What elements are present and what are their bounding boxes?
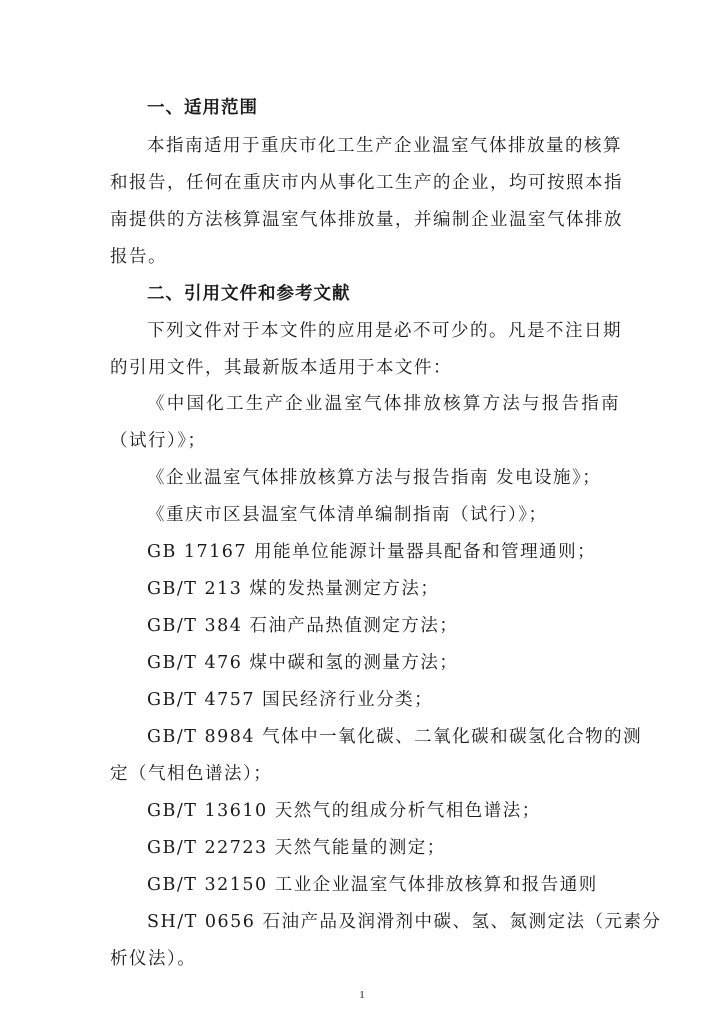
paragraph-line: 报告。 <box>110 247 167 267</box>
reference-line: 《重庆市区县温室气体清单编制指南（试行）》； <box>147 505 548 525</box>
reference-line: 定（气相色谱法）； <box>110 764 273 784</box>
section-heading-references: 二、引用文件和参考文献 <box>147 284 351 304</box>
reference-line: GB/T 384 石油产品热值测定方法； <box>147 616 459 636</box>
section-heading-scope: 一、适用范围 <box>147 98 258 118</box>
reference-line: GB/T 8984 气体中一氧化碳、二氧化碳和碳氢化合物的测 <box>147 727 643 747</box>
paragraph-line: 本指南适用于重庆市化工生产企业温室气体排放量的核算 <box>147 136 622 156</box>
reference-line: GB/T 213 煤的发热量测定方法； <box>147 579 440 599</box>
page-number: 1 <box>359 989 365 1001</box>
paragraph-line: 下列文件对于本文件的应用是必不可少的。凡是不注日期 <box>147 321 622 341</box>
reference-line: 《中国化工生产企业温室气体排放核算方法与报告指南 <box>147 394 620 414</box>
reference-line: 《企业温室气体排放核算方法与报告指南 发电设施》； <box>147 468 602 488</box>
paragraph-line: 的引用文件，其最新版本适用于本文件： <box>110 358 452 378</box>
paragraph-line: 南提供的方法核算温室气体排放量，并编制企业温室气体排放 <box>110 210 623 230</box>
reference-line: GB/T 476 煤中碳和氢的测量方法； <box>147 653 459 673</box>
reference-line: GB/T 32150 工业企业温室气体排放核算和报告通则 <box>147 875 598 895</box>
reference-line: GB/T 13610 天然气的组成分析气相色谱法； <box>147 801 541 821</box>
paragraph-line: 和报告，任何在重庆市内从事化工生产的企业，均可按照本指 <box>110 173 623 193</box>
reference-line: GB 17167 用能单位能源计量器具配备和管理通则； <box>147 542 597 562</box>
reference-line: （试行）》； <box>110 431 207 451</box>
reference-line: 析仪法）。 <box>110 949 197 969</box>
reference-line: GB/T 22723 天然气能量的测定； <box>147 838 446 858</box>
reference-line: GB/T 4757 国民经济行业分类； <box>147 690 434 710</box>
reference-line: SH/T 0656 石油产品及润滑剂中碳、氢、氮测定法（元素分 <box>147 912 662 932</box>
